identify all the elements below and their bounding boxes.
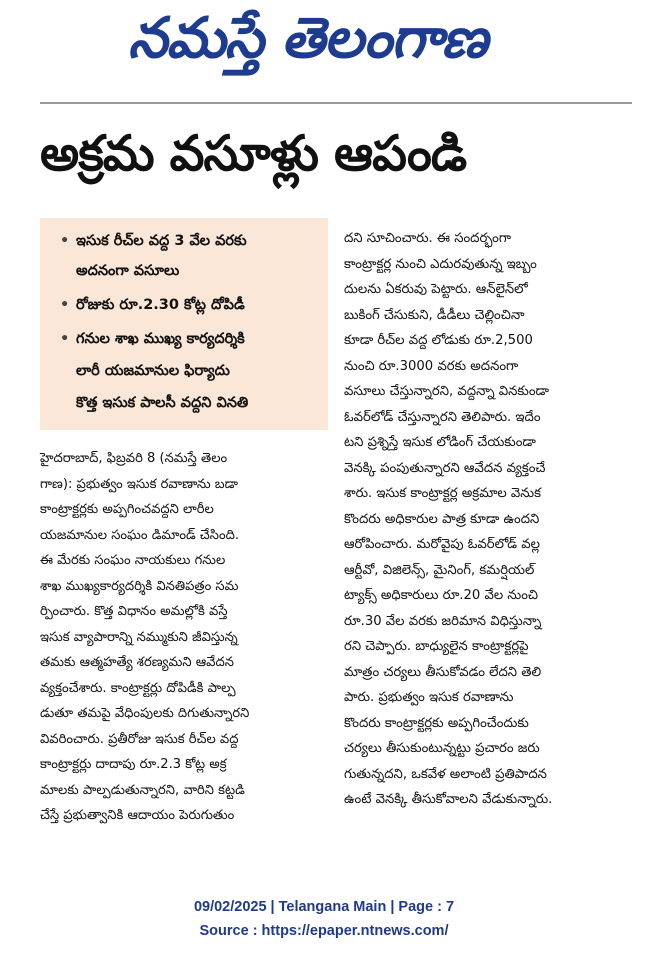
article-line: కాంట్రాక్టర్ల నుంచి ఎదురవుతున్న ఇబ్బం xyxy=(344,256,537,272)
article-line: యజమానుల సంఘం డిమాండ్ చేసింది. xyxy=(40,527,239,543)
article-line: వసూలు చేస్తున్నారని, వద్దన్నా వినకుండా xyxy=(344,384,550,399)
article-line: వ్యక్తంచేశారు. కాంట్రాక్టర్లు దోపిడీకి పాల్ప xyxy=(40,680,236,696)
article-line: తమకు ఆత్మహత్యే శరణ్యమని ఆవేదన xyxy=(40,655,234,670)
article-line: గుతున్నదని, ఒకవేళ అలాంటి ప్రతిపాదన xyxy=(344,766,547,782)
article-line: మాత్రం చర్యలు తీసుకోవడం లేదని తెలి xyxy=(344,664,542,680)
article-line: చేస్తే ప్రభుత్వానికి ఆదాయం పెరుగుతుం xyxy=(40,808,235,823)
footer-source-line: Source : https://epaper.ntnews.com/ xyxy=(199,923,449,939)
article-line: కొందరు అధికారుల పాత్ర కూడా ఉందని xyxy=(344,511,540,527)
highlight-line: గనుల శాఖ ముఖ్య కార్యదర్శికి xyxy=(76,331,245,347)
article-column-right xyxy=(344,226,626,813)
article-line: వెనక్కి పంపుతున్నారని ఆవేదన వ్యక్తంచే xyxy=(344,460,546,476)
article-line: ఇసుక వ్యాపారాన్ని నమ్ముకుని జీవిస్తున్న xyxy=(40,629,238,645)
masthead-logo: నమస్తే తెలంగాణ xyxy=(128,6,487,71)
article-line: పారు. ప్రభుత్వం ఇసుక రవాణాను xyxy=(344,690,514,705)
masthead-divider xyxy=(40,102,632,104)
footer xyxy=(0,895,648,943)
article-line: ఉంటే వెనక్కి తీసుకోవాలని వేడుకున్నారు. xyxy=(344,792,553,807)
article-line: హైదరాబాద్, ఫిబ్రవరి 8 (నమస్తే తెలం xyxy=(40,451,228,466)
article-line: మాలకు పాల్పడుతున్నారని, వారిని కట్టడి xyxy=(40,782,245,798)
highlight-line: అదనంగా వసూలు xyxy=(76,263,180,279)
footer-date-line: 09/02/2025 | Telangana Main | Page : 7 xyxy=(193,899,455,915)
article-line: కొందరు కాంట్రాక్టర్లకు అప్పగించేందుకు xyxy=(344,715,529,731)
bullet-icon: • xyxy=(60,233,70,249)
article-line: ఆరోపించారు. మరోవైపు ఓవర్‌లోడ్ వల్ల xyxy=(344,537,540,552)
article-column-left xyxy=(40,446,330,829)
highlights-box xyxy=(40,218,328,430)
highlight-line: కొత్త ఇసుక పాలసీ వద్దని వినతి xyxy=(76,395,249,411)
highlight-line: లారీ యజమానుల ఫిర్యాదు xyxy=(76,363,230,379)
article-line: శారు. ఇసుక కాంట్రాక్టర్ల అక్రమాల వెనుక xyxy=(344,486,541,501)
article-line: రూ.30 వేల వరకు జరిమాన విధిస్తున్నా xyxy=(344,613,542,629)
article-line: రని చెప్పారు. బాధ్యులైన కాంట్రాక్టర్లపై xyxy=(344,639,529,654)
article-line: బుకింగ్ చేసుకుని, డీడీలు చెల్లించినా xyxy=(344,307,525,323)
highlight-line: ఇసుక రీచ్‌ల వద్ద 3 వేల వరకు xyxy=(76,233,247,249)
article-line: ఈ మేరకు సంఘం నాయకులు గనుల xyxy=(40,553,226,568)
bullet-icon: • xyxy=(60,297,70,313)
article-line: ర్పించారు. కొత్త విధానం అమల్లోకి వస్తే xyxy=(40,604,228,619)
highlight-line: రోజుకు రూ.2.30 కోట్ల దోపిడీ xyxy=(76,297,245,313)
bullet-icon: • xyxy=(60,331,70,347)
article-line: చర్యలు తీసుకుంటున్నట్టు ప్రచారం జరు xyxy=(344,741,540,756)
article-line: ఆర్టీవో, విజిలెన్స్, మైనింగ్, కమర్షియల్ xyxy=(344,562,535,578)
article-line: కాంట్రాక్టర్లు దాదాపు రూ.2.3 కోట్ల అక్ర xyxy=(40,757,227,772)
article-line: కాంట్రాక్టర్లకు అప్పగించవద్దని లారీల xyxy=(40,502,214,517)
article-line: ఓవర్‌లోడ్ చేస్తున్నారని తెలిపారు. ఇదేం xyxy=(344,409,541,425)
article-line: నుంచి రూ.3000 వరకు అదనంగా xyxy=(344,358,519,374)
article-line: టని ప్రశ్నిస్తే ఇసుక లోడింగ్ చేయకుండా xyxy=(344,435,536,450)
masthead xyxy=(0,0,648,92)
article-line: దులను ఏకరువు పెట్టారు. ఆన్‌లైన్‌లో xyxy=(344,282,528,297)
article-line: డుతూ తమపై వేధింపులకు దిగుతున్నారని xyxy=(40,706,250,721)
article-line: గాణ): ప్రభుత్వం ఇసుక రవాణాను బడా xyxy=(40,476,238,492)
article-line: ట్యాక్స్ అధికారులు రూ.20 వేల నుంచి xyxy=(344,588,538,603)
article-line: శాఖ ముఖ్యకార్యదర్శికి వినతిపత్రం సమ xyxy=(40,578,239,594)
article-line: కూడా రీచ్‌ల వద్ద లోడుకు రూ.2,500 xyxy=(344,333,533,348)
headline: అక్రమ వసూళ్లు ఆపండి xyxy=(40,125,467,182)
article-line: దని సూచించారు. ఈ సందర్భంగా xyxy=(344,231,511,246)
article-line: వివరించారు. ప్రతీరోజు ఇసుక రీచ్‌ల వద్ద xyxy=(40,731,239,747)
